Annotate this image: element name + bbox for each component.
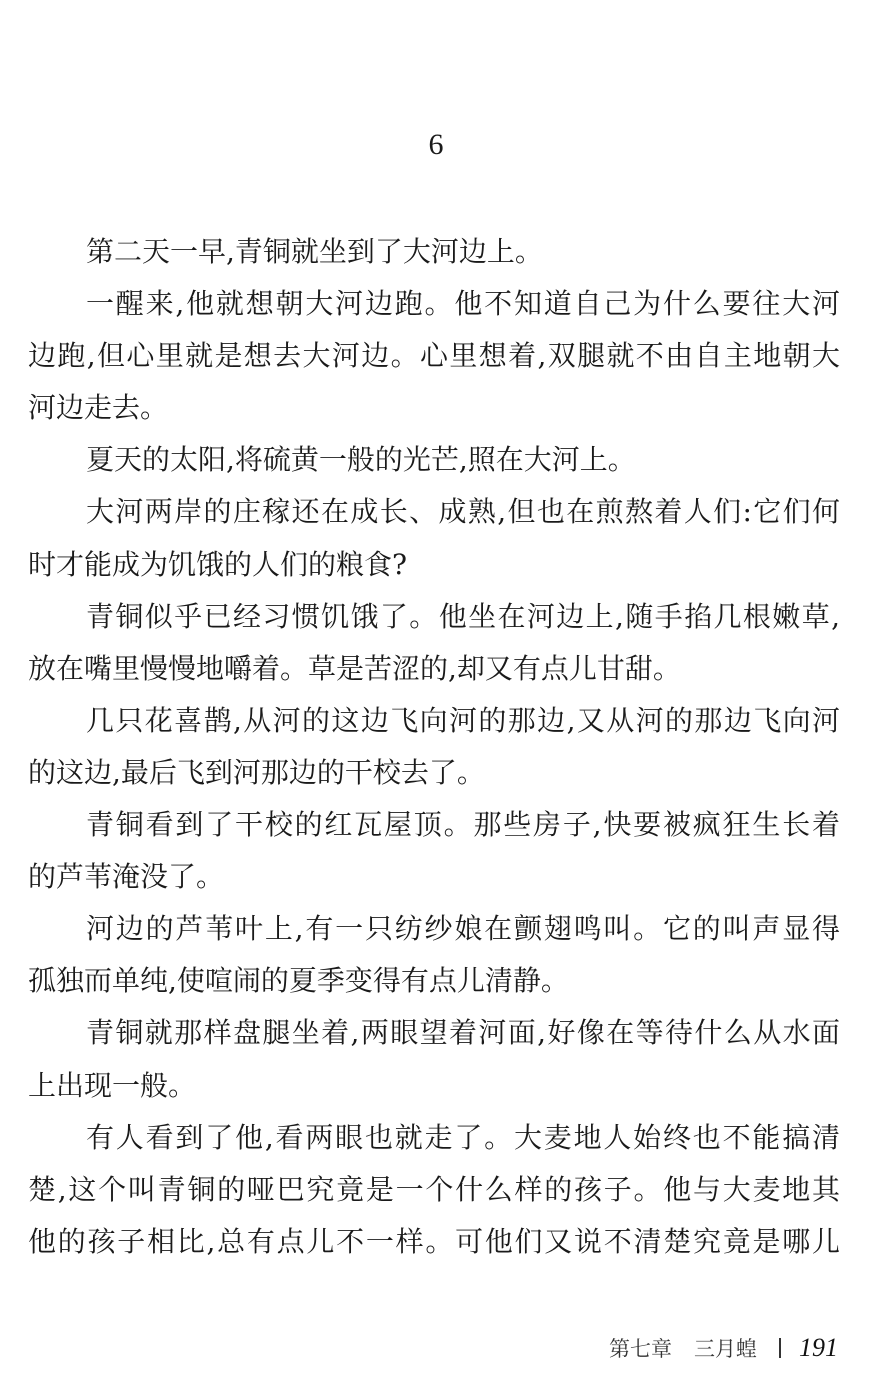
text-line: 大河两岸的庄稼还在成长、成熟,但也在煎熬着人们:它们何 [86,495,840,529]
text-line: 夏天的太阳,将硫黄一般的光芒,照在大河上。 [86,443,636,477]
text-line: 上出现一般。 [28,1068,197,1102]
page-footer [609,1333,838,1363]
text-line: 青铜就那样盘腿坐着,两眼望着河面,好像在等待什么从水面 [86,1016,840,1050]
paragraph [28,486,840,590]
paragraph [28,799,840,903]
paragraph [28,591,840,695]
footer-chapter: 第七章 [609,1337,672,1361]
text-line: 青铜似乎已经习惯饥饿了。他坐在河边上,随手掐几根嫩草, [86,599,840,633]
text-line: 时才能成为饥饿的人们的粮食? [28,547,408,581]
text-line: 放在嘴里慢慢地嚼着。草是苦涩的,却又有点儿甘甜。 [28,651,681,685]
paragraph [28,1007,840,1111]
text-line: 几只花喜鹊,从河的这边飞向河的那边,又从河的那边飞向河 [86,703,840,737]
body-text [28,226,840,1268]
text-line: 楚,这个叫青铜的哑巴究竟是一个什么样的孩子。他与大麦地其 [28,1172,840,1206]
paragraph [28,1112,840,1268]
text-line: 有人看到了他,看两眼也就走了。大麦地人始终也不能搞清 [86,1120,840,1154]
footer-divider [779,1338,781,1358]
text-line: 的这边,最后飞到河那边的干校去了。 [28,755,485,789]
text-line: 的芦苇淹没了。 [28,860,225,894]
text-line: 孤独而单纯,使喧闹的夏季变得有点儿清静。 [28,964,569,998]
page-number: 191 [799,1333,838,1362]
text-line: 边跑,但心里就是想去大河边。心里想着,双腿就不由自主地朝大 [28,339,840,373]
paragraph [28,903,840,1007]
text-line: 青铜看到了干校的红瓦屋顶。那些房子,快要被疯狂生长着 [86,808,840,842]
paragraph [28,278,840,434]
paragraph [28,695,840,799]
section-number: 6 [428,128,444,161]
text-line: 河边的芦苇叶上,有一只纺纱娘在颤翅鸣叫。它的叫声显得 [86,912,840,946]
text-line: 一醒来,他就想朝大河边跑。他不知道自己为什么要往大河 [86,287,840,321]
paragraph [28,226,840,278]
text-line: 河边走去。 [28,391,169,425]
text-line: 第二天一早,青铜就坐到了大河边上。 [86,235,543,268]
paragraph [28,434,840,486]
text-line: 他的孩子相比,总有点儿不一样。可他们又说不清楚究竟是哪儿 [28,1224,840,1258]
footer-chapter-title: 三月蝗 [694,1337,757,1361]
